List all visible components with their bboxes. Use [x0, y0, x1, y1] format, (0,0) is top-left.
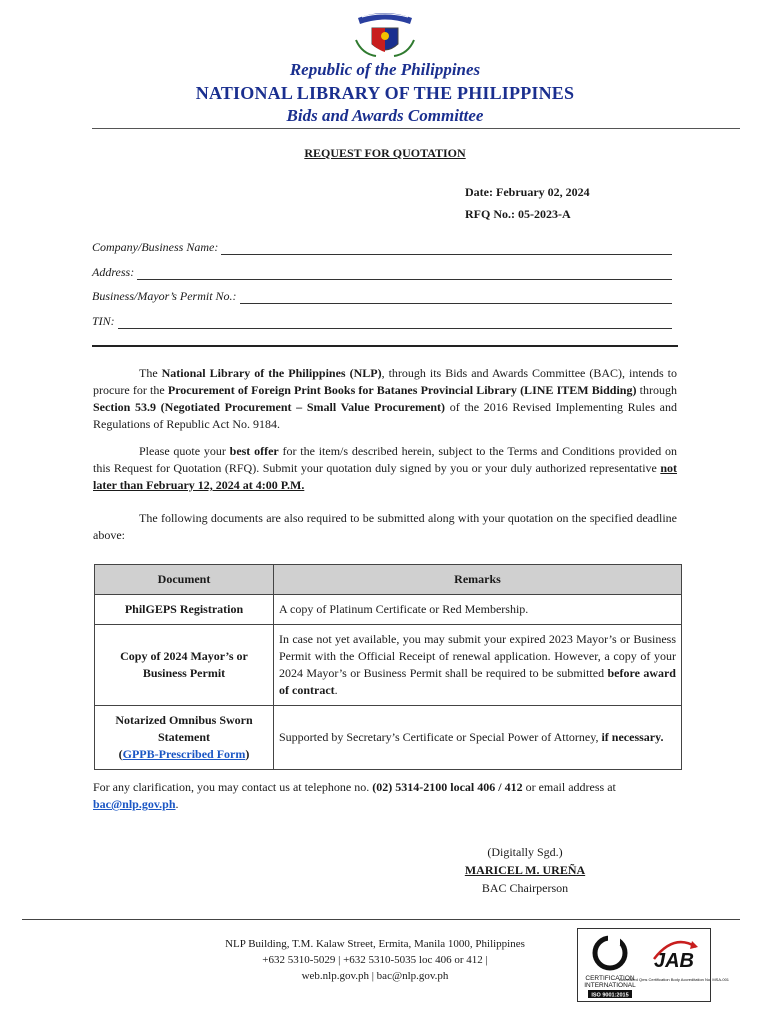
ci-iso-text: ISO 9001:2015: [591, 992, 629, 999]
email-link[interactable]: bac@nlp.gov.ph: [93, 797, 176, 811]
company-name-field[interactable]: [92, 240, 672, 255]
company-name-label: Company/Business Name:: [92, 240, 219, 254]
rfq-date: Date: February 02, 2024: [465, 185, 590, 199]
remarks-column-header: Remarks: [274, 565, 682, 595]
remarks-cell: Supported by Secretary’s Certificate or Special Power of Attorney, if necessary.: [274, 706, 682, 770]
table-row: [95, 706, 682, 770]
address-field[interactable]: [92, 265, 672, 280]
instructions-paragraph: Please quote your best offer for the item/s described herein, subject to the Terms and Conditions provided on this Request for Quotation (RFQ). Submit your quotation duly signed by you or your duly authorized representative not later than February 12, 2024 at 4:00 P.M.: [93, 444, 677, 492]
intro-paragraph: The National Library of the Philippines (NLP), through its Bids and Awards Committee (BAC), intends to procure for the Procurement of Foreign Print Books for Batanes Provincial Library (LINE ITEM Bidding) through Section 53.9 (Negotiated Procurement – Small Value Procurement) of the 2016 Revised Implementing Rules and Regulations of Republic Act No. 9184.: [93, 366, 678, 431]
footer-address: NLP Building, T.M. Kalaw Street, Ermita, Manila 1000, Philippines +632 5310-5029 | +632 5310-5035 loc 406 or 412 | web.nlp.gov.ph | bac@nlp.gov.ph: [225, 938, 525, 982]
signatory-name: MARICEL M. UREÑA: [464, 863, 586, 877]
address-line[interactable]: [137, 267, 672, 280]
signature-block: [440, 843, 610, 897]
section-divider: [92, 345, 678, 347]
ci-international-text: INTERNATIONAL: [584, 982, 636, 989]
tin-field[interactable]: [92, 314, 672, 329]
address-label: Address:: [92, 265, 135, 279]
table-header-row: [95, 565, 682, 595]
remarks-cell: In case not yet available, you may submit your expired 2023 Mayor’s or Business Permit with the Official Receipt of renewal application. However, a copy of your 2024 Mayor’s or Business Permit shall be required to be submitted before award of contract.: [274, 625, 682, 706]
republic-heading: Republic of the Philippines: [289, 60, 481, 79]
gppb-form-link[interactable]: GPPB-Prescribed Form: [122, 747, 246, 761]
contact-paragraph: For any clarification, you may contact us at telephone no. (02) 5314-2100 local 406 / 412 or email address at bac@nlp.gov.ph.: [93, 780, 616, 811]
table-row: [95, 595, 682, 625]
deadline-text: not later than February 12, 2024 at 4:00 P.M.: [93, 461, 677, 492]
jab-subtext: Accredited Qms Certification Body Accreditation No. MSA-001: [618, 977, 730, 982]
remarks-cell: A copy of Platinum Certificate or Red Membership.: [274, 595, 682, 625]
permit-label: Business/Mayor’s Permit No.:: [92, 289, 237, 303]
rfq-title: REQUEST FOR QUOTATION: [304, 146, 466, 160]
committee-heading: Bids and Awards Committee: [286, 106, 484, 125]
footer-divider: [22, 919, 740, 920]
permit-line[interactable]: [240, 291, 672, 304]
document-cell: PhilGEPS Registration: [95, 595, 274, 625]
permit-field[interactable]: [92, 289, 672, 304]
required-documents-table: [94, 564, 682, 770]
contact-phone: (02) 5314-2100 local 406 / 412: [372, 780, 523, 794]
nlp-seal-logo: [352, 10, 418, 60]
company-name-line[interactable]: [221, 242, 672, 255]
table-row: [95, 625, 682, 706]
documents-paragraph: The following documents are also required to be submitted along with your quotation on the specified deadline above:: [93, 511, 677, 542]
tin-label: TIN:: [92, 314, 115, 328]
document-column-header: Document: [95, 565, 274, 595]
signatory-position: BAC Chairperson: [481, 881, 569, 895]
certification-logos: [577, 928, 730, 1002]
document-cell: Copy of 2024 Mayor’s or Business Permit: [95, 625, 274, 706]
ci-certification-text: CERTIFICATION: [585, 975, 635, 982]
jab-text: JAB: [653, 950, 695, 972]
digital-signature-note: (Digitally Sgd.): [487, 845, 563, 859]
tin-line[interactable]: [118, 316, 672, 329]
rfq-number: RFQ No.: 05-2023-A: [465, 207, 571, 221]
document-cell: Notarized Omnibus Sworn Statement (GPPB-Prescribed Form): [95, 706, 274, 770]
header-divider: [92, 128, 740, 129]
agency-heading: NATIONAL LIBRARY OF THE PHILIPPINES: [195, 83, 575, 103]
